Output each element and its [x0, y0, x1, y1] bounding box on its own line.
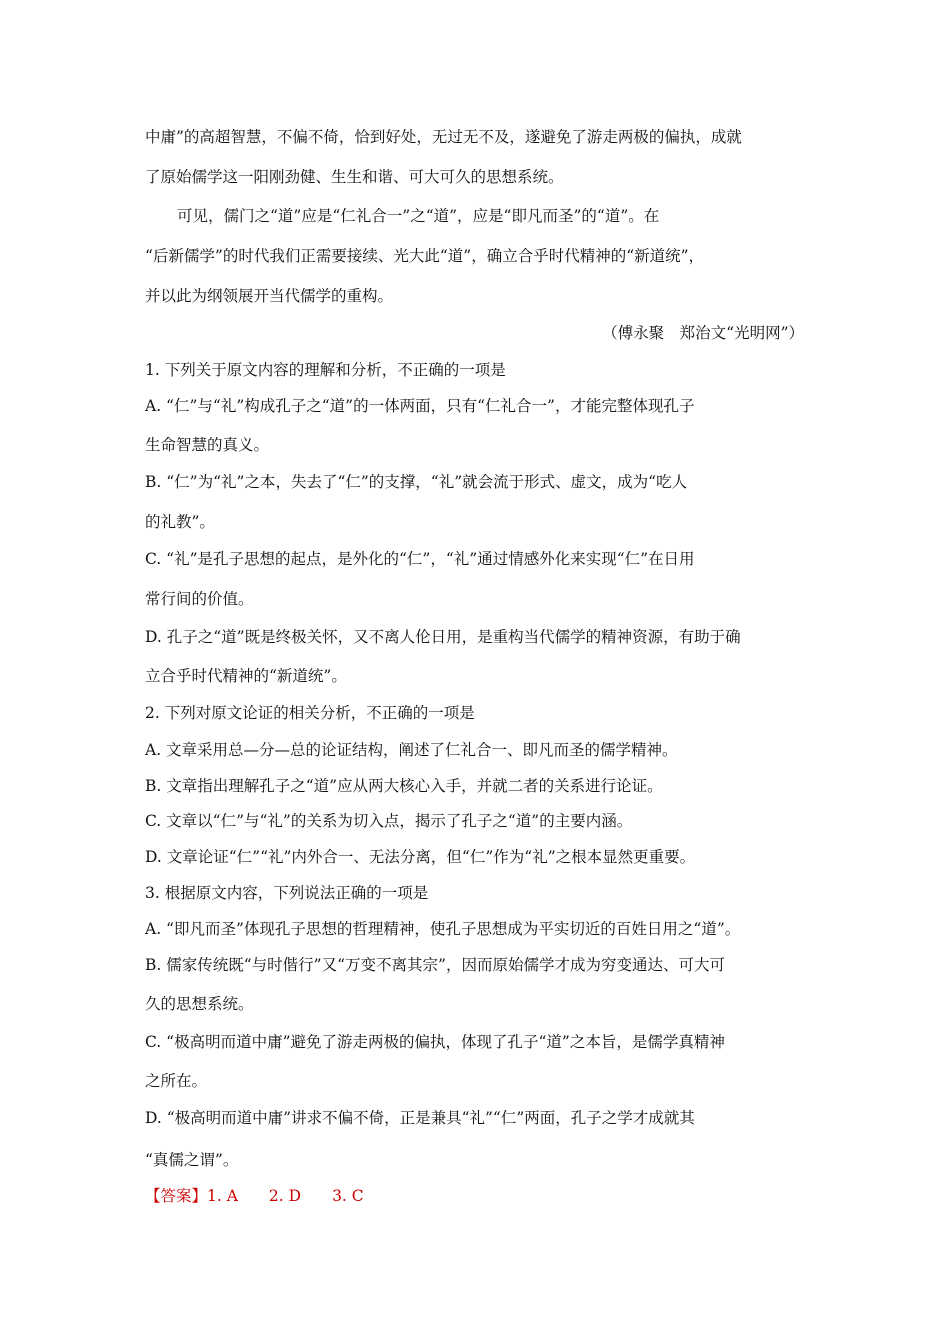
passage-line: “后新儒学”的时代我们正需要接续、光大此“道”，确立合乎时代精神的“新道统”，: [145, 247, 705, 265]
answer-values: 1. A 2. D 3. C: [207, 1187, 364, 1205]
question-1-option-b: B. “仁”为“礼”之本，失去了“仁”的支撑，“礼”就会流于形式、虚文，成为“吃人: [145, 473, 688, 491]
question-1-option-c: C. “礼”是孔子思想的起点，是外化的“仁”，“礼”通过情感外化来实现“仁”在日用: [145, 550, 695, 568]
question-2-option-c: C. 文章以“仁”与“礼”的关系为切入点，揭示了孔子之“道”的主要内涵。: [145, 812, 633, 830]
question-3-option-a: A. “即凡而圣”体现孔子思想的哲理精神，使孔子思想成为平实切近的百姓日用之“道”。: [145, 920, 741, 938]
question-2-option-a: A. 文章采用总—分—总的论证结构，阐述了仁礼合一、即凡而圣的儒学精神。: [145, 741, 678, 759]
question-3-option-d: D. “极高明而道中庸”讲求不偏不倚，正是兼具“礼”“仁”两面，孔子之学才成就其: [145, 1109, 695, 1127]
question-2-option-b: B. 文章指出理解孔子之“道”应从两大核心入手，并就二者的关系进行论证。: [145, 777, 663, 795]
question-1-stem: 1. 下列关于原文内容的理解和分析，不正确的一项是: [145, 361, 506, 379]
question-2-stem: 2. 下列对原文论证的相关分析，不正确的一项是: [145, 704, 475, 722]
question-3-option-c-cont: 之所在。: [145, 1072, 208, 1090]
question-3-option-d-cont: “真儒之谓”。: [145, 1151, 239, 1169]
question-1-option-b-cont: 的礼教”。: [145, 513, 215, 531]
question-1-option-d: D. 孔子之“道”既是终极关怀，又不离人伦日用，是重构当代儒学的精神资源，有助于确: [145, 628, 741, 646]
question-1-option-c-cont: 常行间的价值。: [145, 590, 254, 608]
question-1-option-d-cont: 立合乎时代精神的“新道统”。: [145, 667, 347, 685]
passage-line: 中庸”的高超智慧，不偏不倚，恰到好处，无过无不及，遂避免了游走两极的偏执，成就: [145, 128, 742, 146]
question-3-option-c: C. “极高明而道中庸”避免了游走两极的偏执，体现了孔子“道”之本旨，是儒学真精神: [145, 1033, 725, 1051]
question-1-option-a-cont: 生命智慧的真义。: [145, 436, 270, 454]
passage-line: 可见，儒门之“道”应是“仁礼合一”之“道”，应是“即凡而圣”的“道”。在: [177, 207, 660, 225]
answer-line: [145, 1186, 364, 1206]
passage-line: 了原始儒学这一阳刚劲健、生生和谐、可大可久的思想系统。: [145, 168, 564, 186]
answer-label: 【答案】: [145, 1187, 208, 1205]
question-3-stem: 3. 根据原文内容，下列说法正确的一项是: [145, 884, 429, 902]
question-3-option-b: B. 儒家传统既“与时偕行”又“万变不离其宗”，因而原始儒学才成为穷变通达、可大可: [145, 956, 725, 974]
source-citation: （傅永聚 郑治文“光明网”）: [602, 324, 804, 342]
question-1-option-a: A. “仁”与“礼”构成孔子之“道”的一体两面，只有“仁礼合一”，才能完整体现孔子: [145, 397, 695, 415]
question-3-option-b-cont: 久的思想系统。: [145, 995, 254, 1013]
passage-line: 并以此为纲领展开当代儒学的重构。: [145, 287, 394, 305]
question-2-option-d: D. 文章论证“仁”“礼”内外合一、无法分离，但“仁”作为“礼”之根本显然更重要。: [145, 848, 696, 866]
